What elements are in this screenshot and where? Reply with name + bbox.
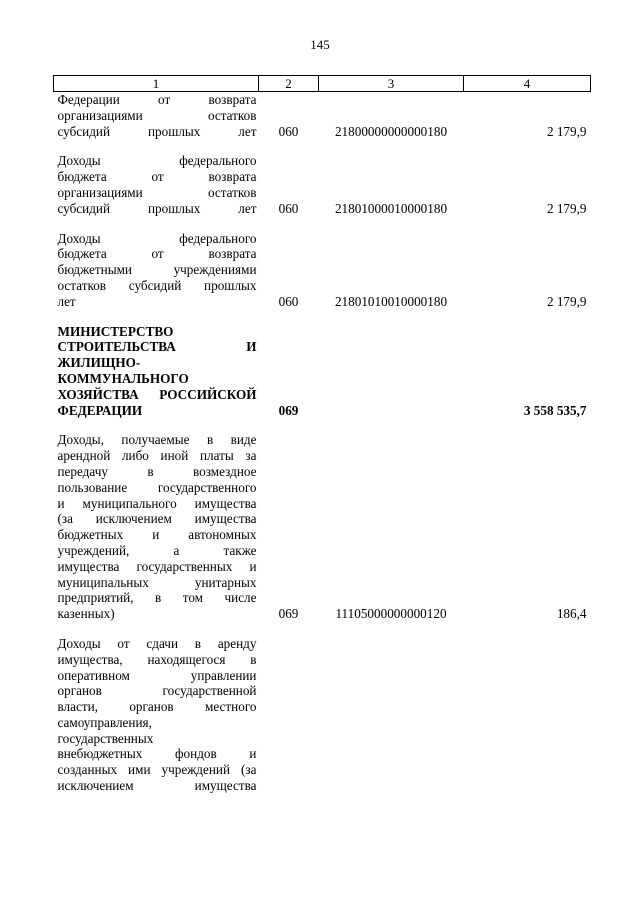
column-header-code: 2 <box>259 76 319 92</box>
revenue-name-line: Доходы федерального <box>57 153 257 169</box>
revenue-name-line: остатков субсидий прошлых <box>57 277 257 293</box>
revenue-name-line: бюджета от возврата <box>57 246 257 262</box>
cell-amount: 2 179,9 <box>546 293 587 309</box>
table-row <box>54 636 591 794</box>
revenue-name-line: бюджетными учреждениями <box>57 262 257 278</box>
revenue-name-line: лет <box>57 293 76 309</box>
table-row <box>54 92 591 140</box>
revenue-name-line: ФЕДЕРАЦИИ <box>57 402 143 418</box>
revenue-name-line: имущества, находящегося в <box>57 651 257 667</box>
row-spacer <box>54 139 591 153</box>
revenue-name-line: Доходы федерального <box>57 230 257 246</box>
cell-admin-code: 060 <box>278 200 299 216</box>
table-row <box>54 153 591 216</box>
cell-budget-classification-code <box>319 636 464 794</box>
cell-budget-classification-code: 11105000000000120 <box>335 606 447 622</box>
revenue-name-line: внебюджетных фондов и <box>57 746 257 762</box>
revenue-name-line: Доходы, получаемые в виде <box>57 432 257 448</box>
revenue-name-line: Федерации от возврата <box>57 92 257 107</box>
page-number: 145 <box>310 37 330 52</box>
cell-admin-code: 060 <box>278 293 299 309</box>
revenue-name-line: власти, органов местного <box>57 699 257 715</box>
revenue-name-line: субсидий прошлых лет <box>57 123 257 139</box>
revenue-name-line: муниципальных унитарных <box>57 574 257 590</box>
table-row <box>54 432 591 622</box>
revenue-name-line: учреждений, а также <box>57 542 257 558</box>
table-body <box>54 92 591 794</box>
revenue-table <box>53 75 591 794</box>
cell-amount: 2 179,9 <box>546 200 587 216</box>
cell-admin-code: 060 <box>278 123 299 139</box>
cell-revenue-name <box>54 324 259 419</box>
cell-admin-code: 069 <box>278 606 299 622</box>
revenue-name-line: пользование государственного <box>57 479 257 495</box>
revenue-name-line: государственных <box>57 730 154 746</box>
column-header-name: 1 <box>54 76 259 92</box>
cell-budget-classification-code: 21801000010000180 <box>334 200 448 216</box>
revenue-name-line: созданных ими учреждений (за <box>57 762 257 778</box>
revenue-name-line: имущества государственных и <box>57 558 257 574</box>
column-header-amount: 4 <box>464 76 591 92</box>
row-spacer <box>54 310 591 324</box>
revenue-name-line: Доходы от сдачи в аренду <box>57 635 257 651</box>
cell-amount: 3 558 535,7 <box>523 402 587 418</box>
cell-budget-classification-code <box>319 324 464 419</box>
revenue-name-line: субсидий прошлых лет <box>57 200 257 216</box>
cell-budget-classification-code: 21801010010000180 <box>334 293 448 309</box>
revenue-name-line: передачу в возмездное <box>57 463 257 479</box>
row-spacer <box>54 418 591 432</box>
revenue-name-line: организациями остатков <box>57 184 257 200</box>
cell-revenue-name <box>54 153 259 216</box>
table-header-row <box>54 76 591 92</box>
revenue-name-line: предприятий, в том числе <box>57 590 257 606</box>
revenue-name-line: ХОЗЯЙСТВА РОССИЙСКОЙ <box>57 386 257 402</box>
revenue-name-line: СТРОИТЕЛЬСТВА И <box>57 339 257 355</box>
cell-admin-code: 069 <box>278 402 299 418</box>
cell-revenue-name <box>54 432 259 622</box>
cell-revenue-name <box>54 636 259 794</box>
cell-revenue-name <box>54 92 259 140</box>
cell-revenue-name <box>54 231 259 310</box>
revenue-name-line: организациями остатков <box>57 107 257 123</box>
table-row <box>54 324 591 419</box>
revenue-name-line: МИНИСТЕРСТВО <box>57 323 174 339</box>
revenue-name-line: органов государственной <box>57 683 257 699</box>
revenue-name-line: бюджета от возврата <box>57 169 257 185</box>
revenue-name-line: КОММУНАЛЬНОГО <box>57 370 189 386</box>
row-spacer <box>54 622 591 636</box>
column-header-kbk: 3 <box>319 76 464 92</box>
row-spacer <box>54 217 591 231</box>
revenue-name-line: бюджетных и автономных <box>57 527 257 543</box>
revenue-name-line: оперативном управлении <box>57 667 257 683</box>
table-row <box>54 231 591 310</box>
cell-amount <box>464 636 591 794</box>
cell-amount: 186,4 <box>556 606 587 622</box>
revenue-name-line: (за исключением имущества <box>57 511 257 527</box>
revenue-name-line: арендной либо иной платы за <box>57 448 257 464</box>
revenue-name-line: и муниципального имущества <box>57 495 257 511</box>
cell-admin-code <box>259 636 319 794</box>
revenue-name-line: исключением имущества <box>57 778 257 794</box>
revenue-name-line: ЖИЛИЩНО- <box>57 355 141 371</box>
revenue-name-line: казенных) <box>57 606 115 622</box>
cell-amount: 2 179,9 <box>546 123 587 139</box>
revenue-name-line: самоуправления, <box>57 714 152 730</box>
cell-budget-classification-code: 21800000000000180 <box>334 123 448 139</box>
